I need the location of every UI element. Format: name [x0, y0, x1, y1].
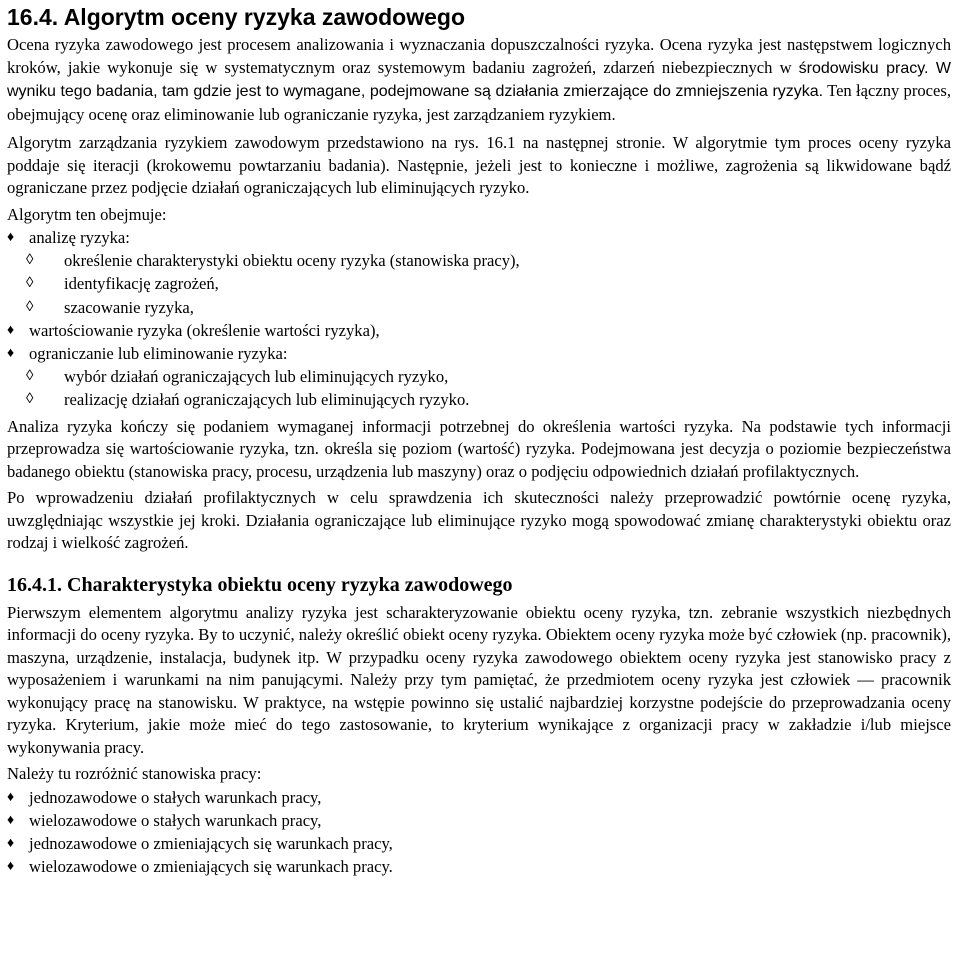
diamond-bullet-icon: ♦ — [7, 789, 15, 805]
workstations-intro: Należy tu rozróżnić stanowiska pracy: — [7, 764, 262, 784]
diamond-bullet-icon: ♦ — [7, 859, 15, 875]
diamond-bullet-icon: ♦ — [7, 230, 15, 245]
list-item: ♦ jednozawodowe o stałych warunkach pracy, — [7, 786, 951, 809]
diamond-bullet-icon: ♦ — [7, 322, 15, 338]
list-item: ♦ wielozawodowe o zmieniających się warunkach pracy. — [7, 855, 951, 878]
subsection-title: 16.4.1. Charakterystyka obiektu oceny ryzyka zawodowego — [7, 573, 513, 596]
list-item: ♦ wielozawodowe o stałych warunkach pracy, — [7, 809, 951, 832]
list-item: ◊ wybór działań ograniczających lub eliminujących ryzyko, — [7, 365, 951, 388]
diamond-outline-bullet-icon: ◊ — [26, 252, 34, 269]
diamond-bullet-icon: ♦ — [7, 812, 15, 828]
section-title: 16.4. Algorytm oceny ryzyka zawodowego — [7, 4, 466, 30]
workstation-types-list — [7, 786, 951, 879]
list-item: ◊ identyfikację zagrożeń, — [7, 272, 951, 295]
intro-text-sans: środowisku pracy. W wyniku tego badania, tam gdzie jest to wymagane, podejmowane są działania zmierzające do zmniejszenia ryzyka. — [7, 59, 951, 100]
list-item: ♦ wartościowanie ryzyka (określenie wartości ryzyka), — [7, 319, 951, 342]
list-item: ♦ jednozawodowe o zmieniających się warunkach pracy, — [7, 832, 951, 855]
list-item: ◊ realizację działań ograniczających lub eliminujących ryzyko. — [7, 388, 951, 411]
diamond-outline-bullet-icon: ◊ — [26, 298, 34, 315]
diamond-bullet-icon: ♦ — [7, 836, 15, 852]
analysis-paragraph: Analiza ryzyka kończy się podaniem wymaganej informacji potrzebnej do określenia wartości ryzyka. Na podstawie tych informacji przeprowadza się wartościowanie ryzyka, tzn. określa się poziom (wartość) ryzyka. Podejmowana jest decyzja o poziomie bezpieczeństwa badanego obiektu (stanowiska pracy, procesu, urządzenia lub maszyny) oraz o podjęciu odpowiednich działań profilaktycznych. — [7, 416, 951, 481]
diamond-bullet-icon: ♦ — [7, 346, 15, 362]
list-item: ◊ szacowanie ryzyka, — [7, 296, 951, 319]
list-item: ♦ analizę ryzyka: — [7, 226, 951, 249]
list-item: ◊ określenie charakterystyki obiektu oceny ryzyka (stanowiska pracy), — [7, 249, 951, 272]
object-paragraph: Pierwszym elementem algorytmu analizy ryzyka jest scharakteryzowanie obiektu oceny ryzyka, tzn. zebranie wszystkich niezbędnych informacji do oceny ryzyka. By to uczynić, należy określić obiekt oceny ryzyka. Obiektem oceny ryzyka może być człowiek (np. pracownik), maszyna, urządzenie, instalacja, budynek itp. W przypadku oceny ryzyka zawodowego obiektem oceny ryzyka jest stanowisko pracy z wyposażeniem i warunkami na nim panującymi. Należy przy tym pamiętać, że przedmiotem oceny ryzyka jest człowiek — pracownik wykonujący pracę na stanowisku. W praktyce, na wstępie powinno się ustalić najbardziej korzystne podejście do przeprowadzania oceny ryzyka. Kryterium, jakie może mieć do tego zastosowanie, to kryterium wynikające z organizacji pracy w zakładzie i/lub miejsce wykonywania pracy. — [7, 602, 951, 757]
intro-text-1: Ocena ryzyka zawodowego jest procesem analizowania i wyznaczania dopuszczalności ryzyka. Ocena ryzyka jest następstwem logicznych kroków, jakie wykonuje się w systematycznym oraz systemowym badaniu zagrożeń, zdarzeń niebezpiecznych w — [7, 35, 951, 77]
list-item: ♦ ograniczanie lub eliminowanie ryzyka: — [7, 342, 951, 365]
intro-paragraph — [7, 34, 951, 126]
diamond-outline-bullet-icon: ◊ — [26, 391, 34, 408]
diamond-outline-bullet-icon: ◊ — [26, 275, 34, 292]
intro-text-2: Ten łączny proces, obejmujący ocenę oraz eliminowanie lub ograniczanie ryzyka, jest zarządzaniem ryzykiem. — [7, 81, 951, 124]
preventive-paragraph: Po wprowadzeniu działań profilaktycznych w celu sprawdzenia ich skuteczności należy przeprowadzić powtórnie ocenę ryzyka, uwzględniając wszystkie jej kroki. Działania ograniczające lub eliminujące ryzyko mogą spowodować zmianę charakterystyki obiektu oraz rodzaj i wielkość zagrożeń. — [7, 488, 951, 553]
list-intro: Algorytm ten obejmuje: — [7, 204, 167, 224]
diamond-outline-bullet-icon: ◊ — [26, 368, 34, 385]
algorithm-paragraph: Algorytm zarządzania ryzykiem zawodowym przedstawiono na rys. 16.1 na następnej stronie. W algorytmie tym proces oceny ryzyka poddaje się iteracji (krokowemu powtarzaniu badania). Następnie, jeżeli jest to konieczne i możliwe, zagrożenia są likwidowane bądź ograniczane przez podjęcie działań ograniczających lub eliminujących ryzyko. — [7, 133, 951, 197]
algorithm-steps-list — [7, 226, 951, 412]
